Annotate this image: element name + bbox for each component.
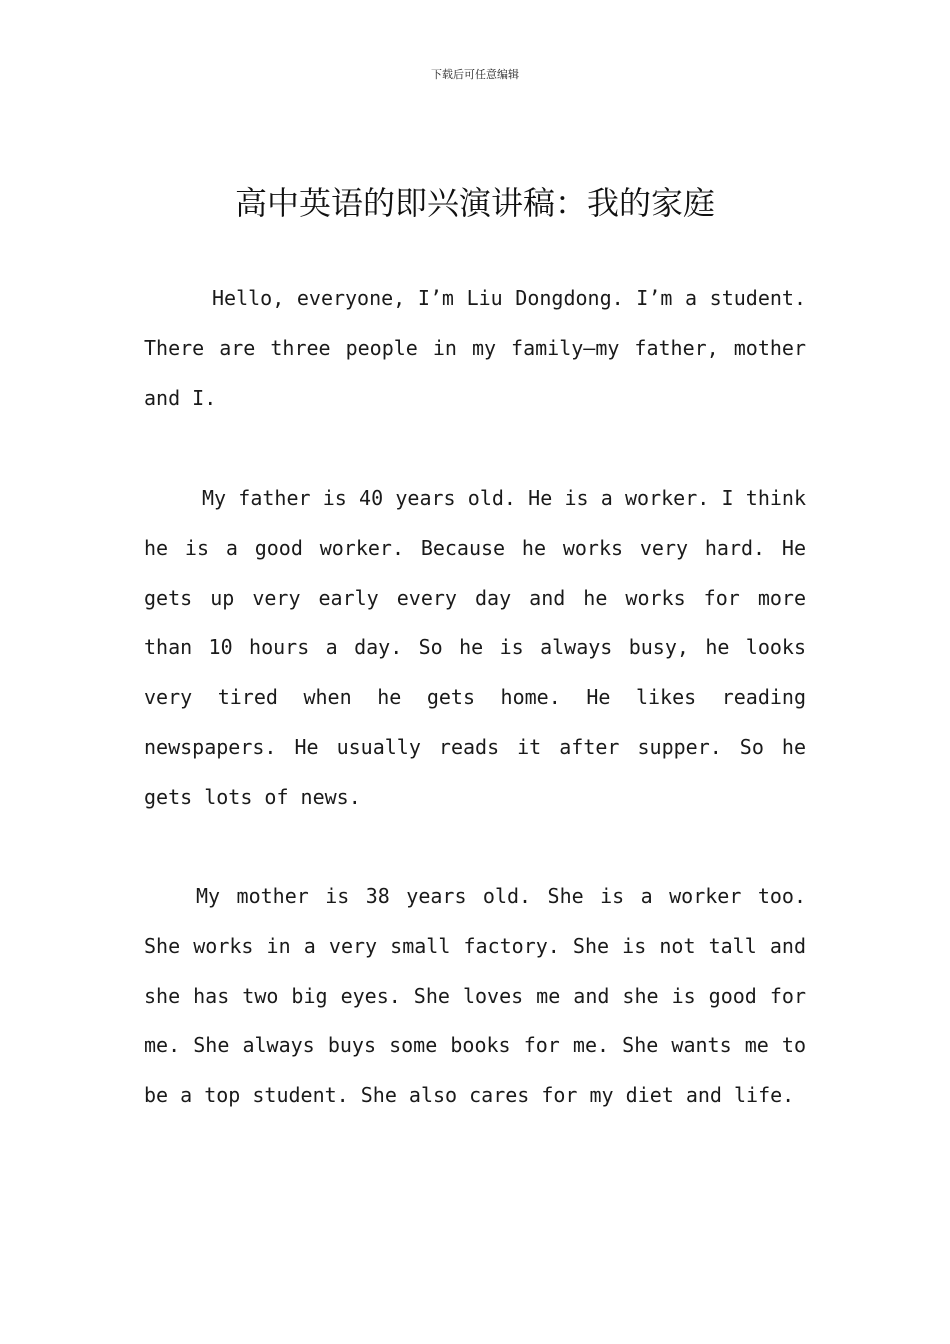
paragraph-text: Hello, everyone, I’m Liu Dongdong. I’m a student. There are three people in my family—my father, mother and I.	[144, 286, 806, 410]
document-title: 高中英语的即兴演讲稿：我的家庭	[234, 184, 715, 222]
header-note: 下载后可任意编辑	[431, 68, 519, 81]
paragraph-father	[144, 474, 806, 823]
paragraph-text: My mother is 38 years old. She is a worker too. She works in a very small factory. She is not tall and she has two big eyes. She loves me and she is good for me. She always buys some books for me. She wants me to be a top student. She also cares for my diet and life.	[144, 884, 806, 1108]
paragraph-text: My father is 40 years old. He is a worker. I think he is a good worker. Because he works very hard. He gets up very early every day and he works for more than 10 hours a day. So he is always busy, he looks very tired when he gets home. He likes reading newspapers. He usually reads it after supper. So he gets lots of news.	[144, 486, 806, 809]
paragraph-mother	[144, 872, 806, 1121]
paragraph-intro	[144, 274, 806, 423]
